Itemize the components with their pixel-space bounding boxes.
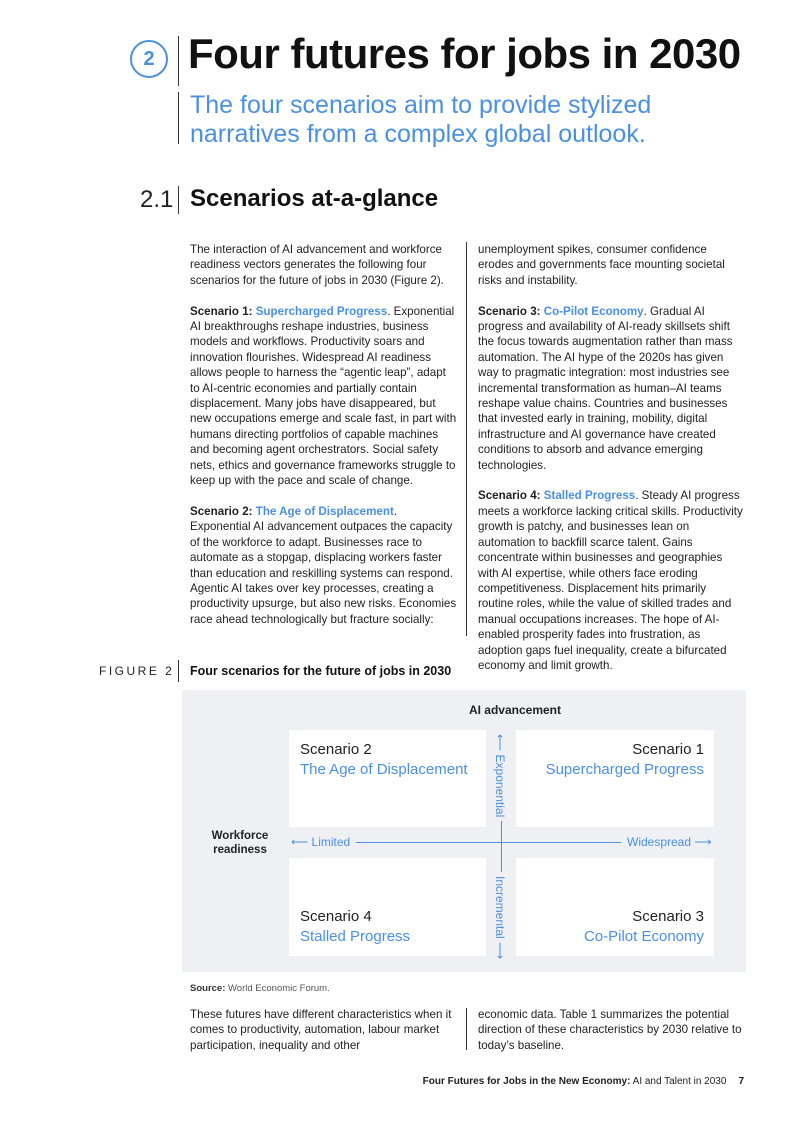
scenario-3-paragraph xyxy=(478,304,744,473)
quadrant-scenario-3 xyxy=(516,858,714,956)
scenario-4-paragraph xyxy=(478,488,744,673)
source-text: World Economic Forum. xyxy=(225,983,330,994)
scenario-1-lead: Scenario 1: xyxy=(190,304,256,318)
bottom-column-divider xyxy=(466,1008,467,1050)
figure-label: FIGURE 2 xyxy=(99,664,175,678)
scenario-3-name: Co-Pilot Economy xyxy=(543,304,644,318)
page-number: 7 xyxy=(738,1076,744,1087)
scenario-3-lead: Scenario 3: xyxy=(478,304,544,318)
quadrant-scenario-3-name: Co-Pilot Economy xyxy=(583,928,704,945)
footer-report-subtitle: AI and Talent in 2030 xyxy=(630,1076,727,1087)
quadrant-scenario-2-name: The Age of Displacement xyxy=(300,761,468,778)
figure-source xyxy=(190,983,330,994)
scenario-4-name: Stalled Progress xyxy=(543,489,636,503)
section-number: 2.1 xyxy=(140,186,174,213)
quadrant-scenario-2 xyxy=(289,730,486,827)
figure-divider xyxy=(178,660,179,682)
scenario-3-text: . Gradual AI progress and availability of AI-ready skillsets shift the focus towards augmentation rather than mass automation. The AI hype of the 2020s has given way to pragmatic integration: most industries see incremental transformation as human–AI teams reshape value chains. Countries and businesses that invested early in training, mobility, digital infrastructure and AI governance have created conditions to absorb and advance emerging technologies. xyxy=(478,304,733,472)
limited-label: ⟵ Limited xyxy=(285,835,356,849)
body-column-left xyxy=(190,242,458,643)
quadrant-scenario-1-name: Supercharged Progress xyxy=(545,761,704,778)
ai-advancement-axis-title: AI advancement xyxy=(468,703,562,717)
closing-column-right: economic data. Table 1 summarizes the potential direction of these characteristics by 2030 relative to today’s baseline. xyxy=(478,1008,742,1052)
chapter-title: Four futures for jobs in 2030 xyxy=(188,30,741,77)
page-footer xyxy=(300,1076,744,1087)
quadrant-scenario-4 xyxy=(289,858,486,956)
scenario-2-continued: unemployment spikes, consumer confidence erodes and governments face mounting societal risks and instability. xyxy=(478,243,725,287)
scenario-2-name: The Age of Displacement xyxy=(255,504,394,518)
section-title: Scenarios at-a-glance xyxy=(190,185,439,212)
scenario-1-text: . Exponential AI breakthroughs reshape industries, business models and workflows. Productivity soars and innovation flourishes. Widespread AI readiness allows people to harness the “agentic leap”, adapt to AI-centric economies and partially contain displacement. Many jobs have disappeared, but new occupations emerge and scale fast, in part with humans directing portfolios of capable machines and becoming agent orchestrators. Social safety nets, ethics and governance frameworks struggle to keep up with the pace and scale of change. xyxy=(190,304,457,488)
closing-column-left: These futures have different characteristics when it comes to productivity, automation, labour market participation, inequality and other xyxy=(190,1008,452,1052)
section-divider xyxy=(178,186,179,214)
chapter-number-badge: 2 xyxy=(130,40,168,78)
column-divider xyxy=(466,242,467,636)
body-column-right xyxy=(478,242,744,689)
quadrant-scenario-2-number: Scenario 2 xyxy=(300,741,372,758)
quadrant-scenario-4-name: Stalled Progress xyxy=(300,928,411,945)
quadrant-scenario-1-number: Scenario 1 xyxy=(632,741,704,758)
scenario-2-lead: Scenario 2: xyxy=(190,504,256,518)
footer-report-title: Four Futures for Jobs in the New Economy: xyxy=(422,1076,631,1087)
quadrant-scenario-1 xyxy=(516,730,714,827)
scenario-1-name: Supercharged Progress xyxy=(255,304,388,318)
subtitle-divider xyxy=(178,92,179,144)
source-label: Source: xyxy=(190,983,226,994)
scenario-2-paragraph xyxy=(190,504,458,627)
exponential-label: ⟵ Exponential xyxy=(493,730,507,821)
scenario-1-paragraph xyxy=(190,304,458,489)
scenario-2-text: . Exponential AI advancement outpaces the capacity of the workforce to adapt. Businesses race to automate as a stopgap, displacing workers faster than education and reskilling systems can respond. Agentic AI takes over key processes, creating a productivity upsurge, but also new risks. Economies race ahead technologically but fracture socially: xyxy=(190,504,457,626)
chapter-subtitle: The four scenarios aim to provide stylized narratives from a complex global outlook. xyxy=(190,91,652,148)
incremental-label: Incremental ⟶ xyxy=(493,872,507,963)
scenario-4-lead: Scenario 4: xyxy=(478,489,544,503)
figure-title: Four scenarios for the future of jobs in 2030 xyxy=(190,664,452,678)
widespread-label: Widespread ⟶ xyxy=(621,835,718,849)
chapter-divider xyxy=(178,36,179,86)
quadrant-scenario-3-number: Scenario 3 xyxy=(632,908,704,925)
intro-paragraph: The interaction of AI advancement and workforce readiness vectors generates the following four scenarios for the future of jobs in 2030 (Figure 2). xyxy=(190,243,444,287)
workforce-readiness-axis-title: Workforce readiness xyxy=(211,830,269,856)
scenario-4-text: . Steady AI progress meets a workforce lacking critical skills. Productivity growth is patchy, and businesses lean on automation to backfill scarce talent. Gains concentrate within businesses and geographies with AI expertise, while others face eroding competitiveness. Displacement hits primarily routine roles, while the value of skilled trades and manual occupations increases. The hope of AI-enabled prosperity fades into frustration, as adoption gaps fuel inequality, create a bifurcated economy and limit growth. xyxy=(478,489,743,672)
quadrant-scenario-4-number: Scenario 4 xyxy=(300,908,372,925)
